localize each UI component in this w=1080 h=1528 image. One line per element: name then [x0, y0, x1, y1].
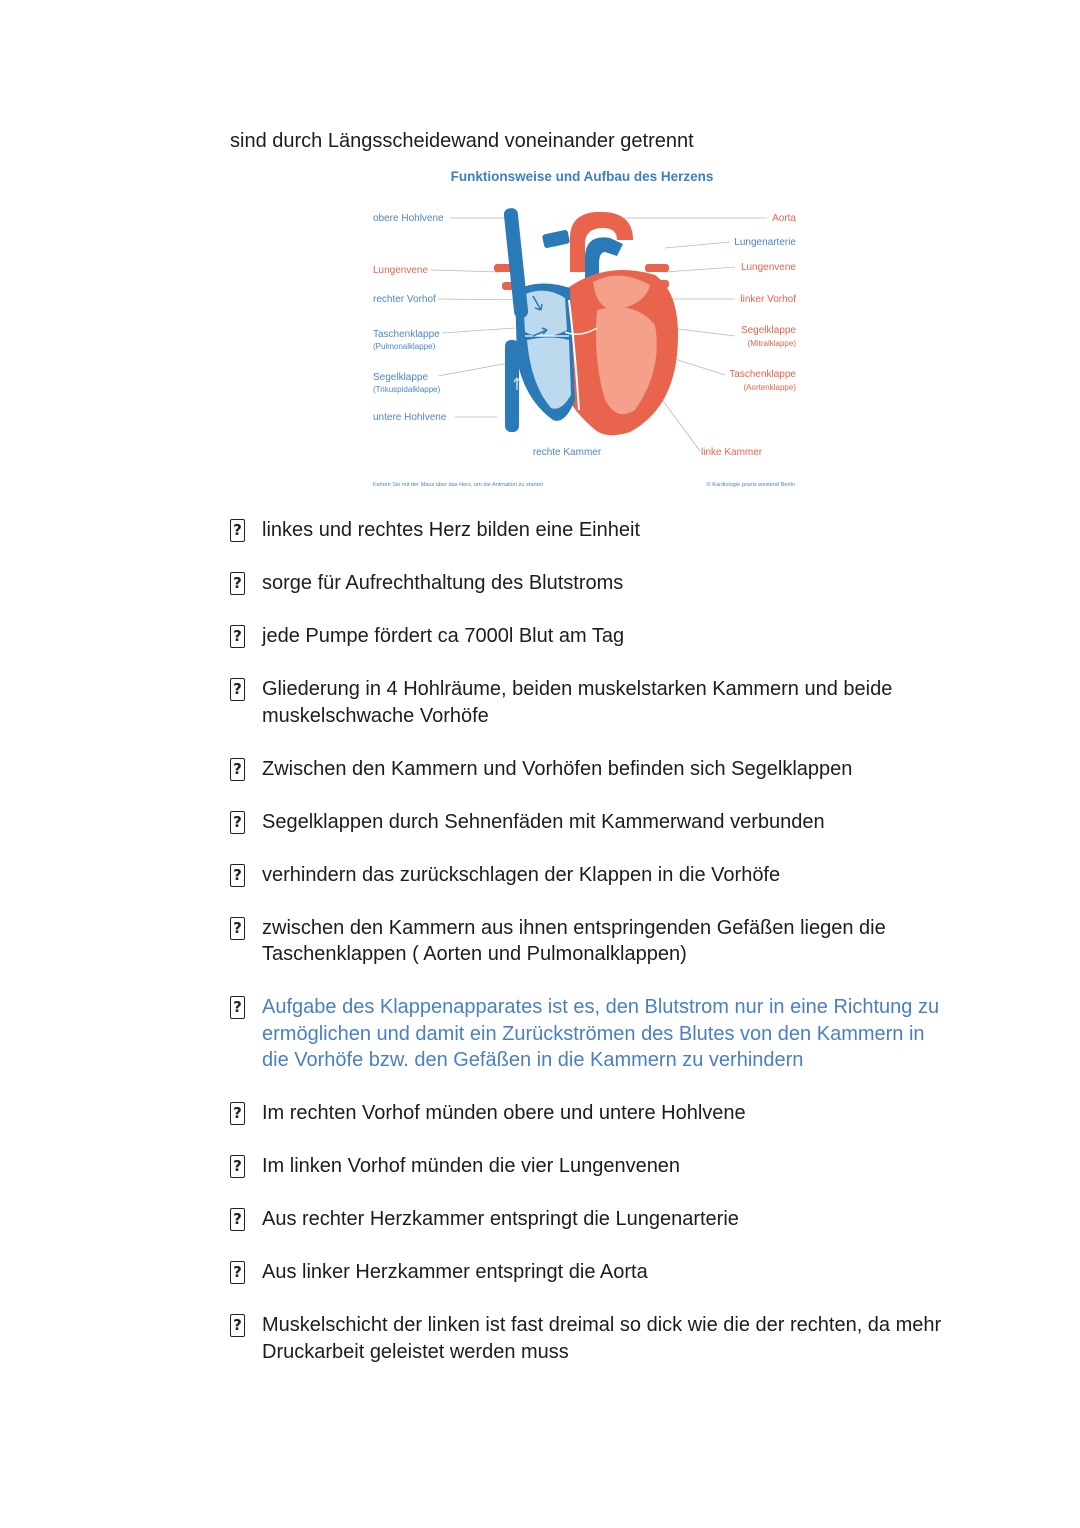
list-item-text: sorge für Aufrechthaltung des Blutstroms: [262, 572, 624, 594]
list-item-text: linkes und rechtes Herz bilden eine Einheit: [262, 519, 640, 541]
list-item: [230, 1259, 950, 1286]
list-item: [230, 676, 950, 729]
question-box-icon: ?: [230, 1208, 245, 1231]
list-item-text: zwischen den Kammern aus ihnen entspringenden Gefäßen liegen die Taschenklappen ( Aorten und Pulmonalklappen): [262, 916, 886, 965]
label-taschenklappe-left: Taschenklappe: [373, 329, 440, 340]
label-rechte-kammer: rechte Kammer: [532, 447, 602, 458]
list-item: [230, 1206, 950, 1233]
diagram-footer-left: Fahren Sie mit der Maus über das Herz, um die Animation zu starten: [373, 482, 544, 488]
list-item: [230, 756, 950, 783]
list-item: [230, 1100, 950, 1127]
label-lungenvene-left: Lungenvene: [373, 265, 429, 276]
list-item-text: Aufgabe des Klappenapparates ist es, den Blutstrom nur in eine Richtung zu ermöglichen und damit ein Zurückströmen des Blutes von den Kammern in die Vorhöfe bzw. den Gefäßen in die Kammern zu verhindern: [262, 996, 940, 1071]
label-taschenklappe-right: Taschenklappe: [729, 369, 796, 380]
intro-text: sind durch Längsscheidewand voneinander getrennt: [230, 130, 694, 152]
question-box-icon: ?: [230, 519, 245, 542]
label-aorta: Aorta: [772, 213, 796, 224]
question-box-icon: ?: [230, 572, 245, 595]
list-item-text: Gliederung in 4 Hohlräume, beiden muskelstarken Kammern und beide muskelschwache Vorhöfe: [262, 678, 893, 727]
label-lungenarterie: Lungenarterie: [734, 237, 796, 248]
diagram-title: Funktionsweise und Aufbau des Herzens: [450, 169, 714, 184]
list-item: [230, 570, 950, 597]
list-item: [230, 1153, 950, 1180]
question-box-icon: ?: [230, 811, 245, 834]
list-item-text: Segelklappen durch Sehnenfäden mit Kammerwand verbunden: [262, 810, 825, 833]
label-segelklappe-right: Segelklappe: [740, 325, 796, 336]
label-aortenklappe: (Aortenklappe): [743, 383, 796, 392]
question-box-icon: ?: [230, 996, 245, 1019]
label-lungenvene-right: Lungenvene: [740, 262, 796, 273]
question-box-icon: ?: [230, 864, 245, 887]
label-pulmonalklappe: (Pulmonalklappe): [373, 342, 436, 351]
fact-list: [230, 517, 950, 1365]
list-item: [230, 809, 950, 836]
list-item-text: Im rechten Vorhof münden obere und untere Hohlvene: [262, 1102, 746, 1124]
list-item-text: Muskelschicht der linken ist fast dreimal so dick wie die der rechten, da mehr Druckarbeit geleistet werden muss: [262, 1314, 942, 1363]
list-item-text: Im linken Vorhof münden die vier Lungenvenen: [262, 1155, 681, 1177]
question-box-icon: ?: [230, 1102, 245, 1125]
label-rechter-vorhof: rechter Vorhof: [373, 294, 436, 305]
list-item-text: Aus linker Herzkammer entspringt die Aorta: [262, 1261, 648, 1283]
question-box-icon: ?: [230, 917, 245, 940]
question-box-icon: ?: [230, 1314, 245, 1337]
list-item: [230, 915, 950, 968]
label-trikuspidalklappe: (Trikuspidalklappe): [373, 385, 441, 394]
question-box-icon: ?: [230, 1155, 245, 1178]
label-segelklappe-left: Segelklappe: [373, 372, 429, 383]
heart-illustration: [494, 208, 678, 436]
list-item: [230, 1312, 950, 1365]
label-untere-hohlvene: untere Hohlvene: [373, 412, 447, 423]
list-item-text: verhindern das zurückschlagen der Klappen in die Vorhöfe: [262, 863, 781, 886]
list-item: [230, 623, 950, 650]
list-item: [230, 994, 950, 1074]
list-item-text: Aus rechter Herzkammer entspringt die Lungenarterie: [262, 1208, 739, 1230]
list-item-text: jede Pumpe fördert ca 7000l Blut am Tag: [262, 625, 625, 647]
list-item: [230, 517, 950, 544]
heart-diagram: [365, 160, 805, 495]
list-item: [230, 862, 950, 889]
label-mitralklappe: (Mitralklappe): [747, 339, 796, 348]
question-box-icon: ?: [230, 678, 245, 701]
label-linke-kammer: linke Kammer: [701, 447, 763, 458]
label-linker-vorhof: linker Vorhof: [740, 294, 796, 305]
question-box-icon: ?: [230, 625, 245, 648]
question-box-icon: ?: [230, 758, 245, 781]
diagram-copyright: © Kardiologie praxis westend Berlin: [706, 482, 795, 488]
list-item-text: Zwischen den Kammern und Vorhöfen befinden sich Segelklappen: [262, 757, 853, 780]
question-box-icon: ?: [230, 1261, 245, 1284]
label-obere-hohlvene: obere Hohlvene: [373, 213, 444, 224]
